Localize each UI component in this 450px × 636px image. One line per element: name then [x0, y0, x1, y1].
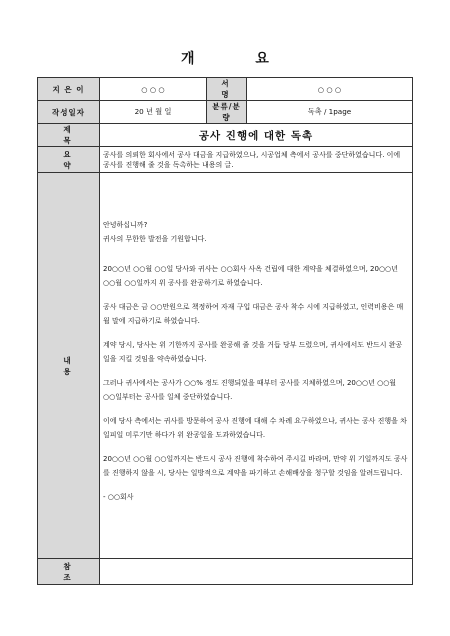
author-row: [38, 78, 413, 101]
date-label: 작성일자: [38, 101, 100, 124]
author-value: ○ ○ ○: [100, 78, 207, 101]
summary-form: [37, 77, 413, 585]
date-value: 20 년 월 일: [100, 101, 207, 124]
paragraph-delay: 그러나 귀사에서는 공사가 ○○% 정도 진행되었을 때부터 공사를 지체하였으며, 20○○년 ○○월 ○○일부터는 공사를 일체 중단하였습니다.: [103, 378, 397, 401]
greeting-wish: 귀사의 무한한 발전을 기원합니다.: [103, 234, 207, 243]
note-row: [38, 559, 413, 585]
subject-label: 제 목: [38, 124, 100, 147]
page-title: 개 요: [181, 51, 297, 67]
summary-label: 요 약: [38, 147, 100, 173]
category-label: 분류/분량: [207, 101, 247, 124]
paragraph-visits: 이에 당사 측에서는 귀사를 방문하여 공사 진행에 대해 수 차례 요구하였으나, 귀사는 공사 진행을 차일피일 미루기만 하다가 위 완공일을 도과하였습니다.: [103, 416, 407, 439]
date-row: [38, 101, 413, 124]
reviewer-label: 서 명: [207, 78, 247, 101]
paragraph-promise: 계약 당시, 당사는 위 기한까지 공사를 완공해 줄 것을 거듭 당부 드렸으며, 귀사에서도 반드시 완공일을 지킬 것임을 약속하였습니다.: [103, 340, 403, 363]
sender-signature: - ○○회사: [103, 492, 134, 501]
paragraph-demand: 20○○년 ○○월 ○○일까지는 반드시 공사 진행에 착수하여 주시길 바라며, 만약 위 기일까지도 공사를 진행하지 않을 시, 당사는 일방적으로 계약을 파기하고 손해배상을 청구할 것임을 알려드립니다.: [103, 454, 408, 477]
category-value: 독촉 / 1page: [247, 101, 413, 124]
note-value: [100, 559, 413, 585]
content-label: 내 용: [38, 173, 100, 559]
author-label: 지 은 이: [38, 78, 100, 101]
summary-row: [38, 147, 413, 173]
greeting-line: 안녕하십니까?: [103, 220, 148, 229]
summary-value: 공사를 의뢰한 회사에서 공사 대금을 지급하였으나, 시공업체 측에서 공사를 중단하였습니다. 이에 공사를 진행해 줄 것을 독촉하는 내용의 글.: [100, 147, 413, 173]
paragraph-payment: 공사 대금은 금 ○○만원으로 책정하여 자재 구입 대금은 공사 착수 시에 지급하였고, 인력비용은 매월 말에 지급하기로 하였습니다.: [103, 302, 404, 325]
content-row: [38, 173, 413, 559]
content-body: [100, 173, 413, 559]
paragraph-contract: 20○○년 ○○월 ○○일 당사와 귀사는 ○○회사 사옥 건립에 대한 계약을 체결하였으며, 20○○년 ○○월 ○○일까지 위 공사를 완공하기로 하였습니다.: [103, 264, 398, 287]
reviewer-value: ○ ○ ○: [247, 78, 413, 101]
subject-row: [38, 124, 413, 147]
note-label: 참 조: [38, 559, 100, 585]
subject-value: 공사 진행에 대한 독촉: [100, 124, 413, 147]
